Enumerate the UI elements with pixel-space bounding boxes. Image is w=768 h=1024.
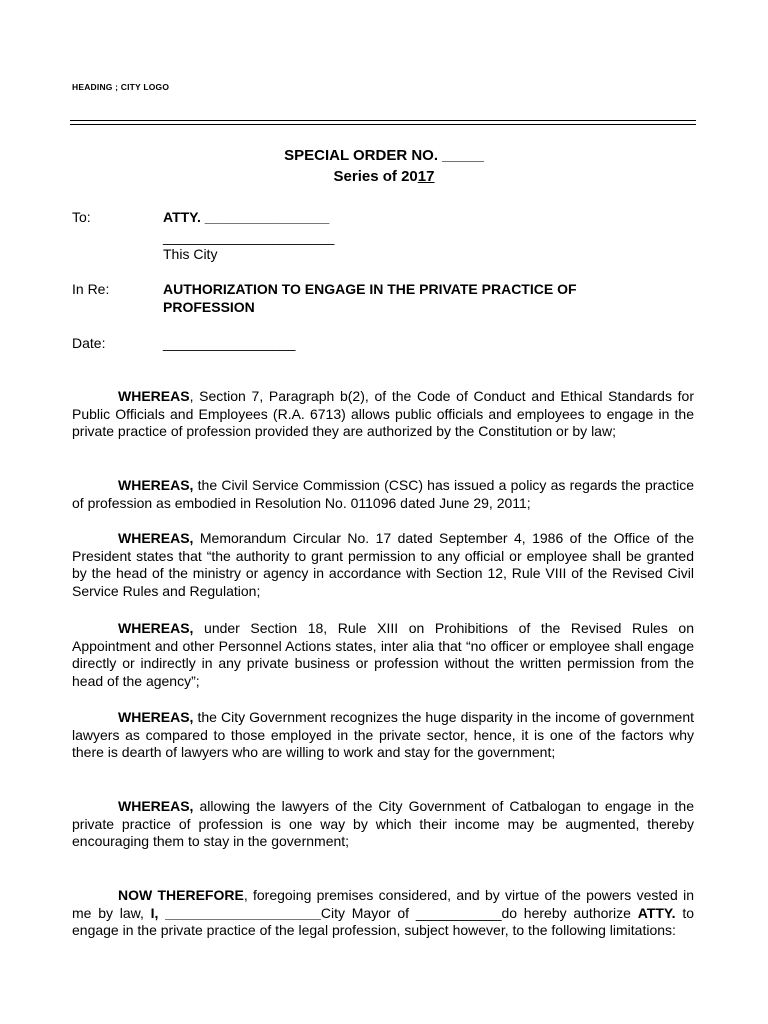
whereas-paragraph-5 bbox=[72, 709, 694, 762]
to-label: To: bbox=[72, 209, 91, 225]
whereas-text: Memorandum Circular No. 17 dated September 4, 1986 of the Office of the President states that “the authority to grant permission to any official or employee shall be granted by the head of the ministry or agency in accordance with Section 12, Rule VIII of the Revised Civil Service Rules and Regulation; bbox=[72, 530, 694, 600]
whereas-paragraph-4 bbox=[72, 620, 694, 691]
now-therefore-text-1: , foregoing premises considered, and by virtue of the powers vested in me by law, bbox=[72, 887, 694, 921]
date-label: Date: bbox=[72, 335, 106, 351]
series-year: 17 bbox=[417, 168, 435, 185]
order-title: SPECIAL ORDER NO. _____ bbox=[284, 147, 484, 164]
header-rule-top bbox=[70, 120, 696, 121]
mayor-name-blank: I, ____________________ bbox=[150, 904, 321, 921]
whereas-text: , Section 7, Paragraph b(2), of the Code of Conduct and Ethical Standards for Public Officials and Employees (R.A. 6713) allows public officials and employees to engage in the private practice of profession provided they are authorized by the Constitution or by law; bbox=[72, 388, 694, 440]
date-value: _________________ bbox=[163, 335, 296, 351]
now-therefore-text-3: to engage in the private practice of the legal profession, subject however, to the following limitations: bbox=[72, 904, 695, 939]
whereas-lead: WHEREAS, bbox=[118, 620, 194, 636]
atty-label: ATTY. bbox=[637, 904, 676, 921]
now-therefore-text-2: City Mayor of ___________do hereby authorize bbox=[320, 904, 638, 921]
whereas-paragraph-1 bbox=[72, 388, 694, 441]
in-re-line1: AUTHORIZATION TO ENGAGE IN THE PRIVATE PRACTICE OF bbox=[163, 281, 577, 297]
whereas-text: the City Government recognizes the huge disparity in the income of government lawyers as compared to those employed in the private sector, hence, it is one of the factors why there is dearth of lawyers who are willing to work and stay for the government; bbox=[72, 709, 694, 761]
order-series bbox=[0, 168, 768, 185]
whereas-text: the Civil Service Commission (CSC) has issued a policy as regards the practice of profession as embodied in Resolution No. 011096 dated June 29, 2011; bbox=[72, 477, 694, 511]
to-address-line: ______________________ bbox=[163, 229, 335, 245]
whereas-lead: WHEREAS bbox=[118, 388, 190, 404]
whereas-lead: WHEREAS, bbox=[118, 477, 194, 493]
whereas-paragraph-2 bbox=[72, 477, 694, 512]
whereas-lead: WHEREAS, bbox=[118, 530, 194, 546]
whereas-paragraph-6 bbox=[72, 798, 694, 851]
whereas-paragraph-3 bbox=[72, 530, 694, 601]
whereas-lead: WHEREAS, bbox=[118, 798, 194, 814]
now-therefore-paragraph bbox=[72, 887, 694, 940]
now-therefore-lead: NOW THEREFORE bbox=[118, 887, 244, 903]
in-re-line2: PROFESSION bbox=[163, 299, 255, 315]
to-city: This City bbox=[163, 246, 218, 262]
whereas-lead: WHEREAS, bbox=[118, 709, 194, 725]
whereas-text: under Section 18, Rule XIII on Prohibitions of the Revised Rules on Appointment and other Personnel Actions states, inter alia that “no officer or employee shall engage directly or indirectly in any private business or profession without the written permission from the head of the agency”; bbox=[72, 620, 694, 690]
in-re-label: In Re: bbox=[72, 281, 110, 297]
whereas-text: allowing the lawyers of the City Government of Catbalogan to engage in the private practice of profession is one way by which their income may be augmented, thereby encouraging them to stay in the government; bbox=[72, 798, 694, 850]
to-name: ATTY. ________________ bbox=[163, 209, 330, 225]
series-prefix: Series of 20 bbox=[333, 168, 418, 185]
document-heading: HEADING ; CITY LOGO bbox=[72, 82, 170, 92]
header-rule-bottom bbox=[70, 124, 696, 125]
